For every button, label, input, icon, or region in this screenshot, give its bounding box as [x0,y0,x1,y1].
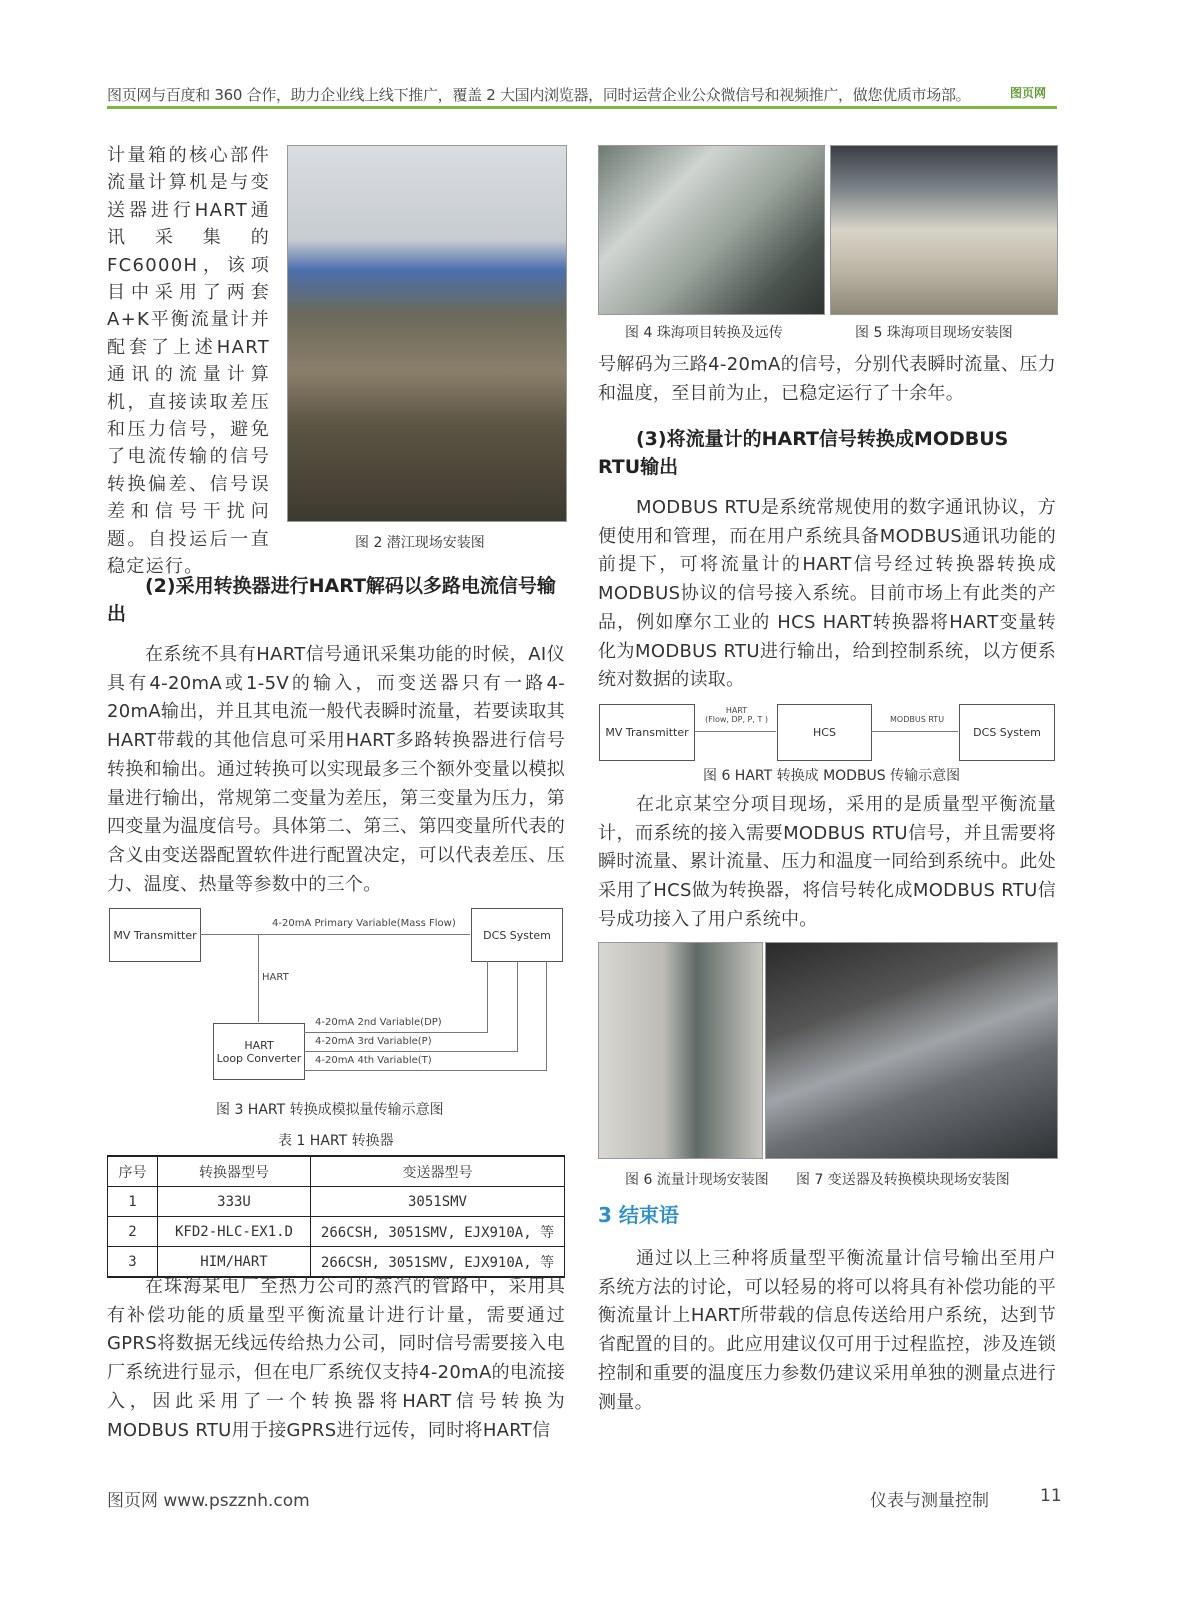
fig6-diagram [598,703,1058,763]
converter-label-2: Loop Converter [216,1051,302,1065]
page-number: 11 [1040,1486,1062,1506]
table-cell: 2 [108,1217,158,1247]
hart-loop-converter-box [213,1023,305,1080]
table-header: 变送器型号 [311,1156,565,1187]
hart-label-1: HART [725,706,748,715]
site-logo: 图页网 [1010,86,1047,100]
fig4-photo [598,145,825,315]
beijing-paragraph: 在北京某空分项目现场，采用的是质量型平衡流量计，而系统的接入需要MODBUS RTU信号，并且需要将瞬时流量、累计流量、压力和温度一同给到系统中。此处采用了HCS做为转换器，将信号转化成MODBUS RTU信号成功接入了用户系统中。 [598,794,1056,930]
intro-text: 计量箱的核心部件流量计算机是与变送器进行HART通讯采集的FC6000H，该项目中采用了两套A+K平衡流量计并配套了上述HART通讯的流量计算机，直接读取差压和压力信号，避免了电流传输的信号转换偏差、信号误差和信号干扰问题。自投运后一直稳定运行。 [107,145,270,578]
table-header: 转换器型号 [158,1156,311,1187]
conclusion-title: 3 结束语 [598,1203,679,1227]
header-divider [107,106,1057,109]
fig6-photo [598,942,763,1159]
fig2-photo [287,145,567,522]
header-banner: 图页网与百度和 360 合作，助力企业线上线下推广，覆盖 2 大国内浏览器，同时运营企业公众微信号和视频推广，做您优质市场部。 [107,86,971,104]
variable-3-label: 4-20mA 3rd Variable(P) [315,1036,432,1047]
table-cell: 1 [108,1187,158,1217]
fig5-caption: 图 5 珠海项目现场安装图 [855,325,1013,341]
variable-4-label: 4-20mA 4th Variable(T) [315,1055,432,1066]
section3-paragraph: MODBUS RTU是系统常规使用的数字通讯协议，方便使用和管理，而在用户系统具备MODBUS通讯功能的前提下，可将流量计的HART信号经过转换器转换成MODBUS协议的信号接入系统。目前市场上有此类的产品，例如摩尔工业的 HCS HART转换器将HART变量转化为MODBUS RTU进行输出，给到控制系统，以方便系统对数据的读取。 [598,497,1056,691]
table-cell: 333U [158,1187,311,1217]
section2-title: (2)采用转换器进行HART解码以多路电流信号输出 [107,575,556,625]
hart-label: HART [262,972,289,983]
variable-2-label: 4-20mA 2nd Variable(DP) [315,1017,442,1028]
section3-title: (3)将流量计的HART信号转换成MODBUS RTU输出 [598,428,1009,478]
dcs-system-box: DCS System [471,908,563,962]
table-cell: 3051SMV [311,1187,565,1217]
fig3-caption: 图 3 HART 转换成模拟量传输示意图 [216,1102,444,1118]
table-row [108,1217,565,1247]
primary-variable-label: 4-20mA Primary Variable(Mass Flow) [272,918,456,929]
fig5-photo [830,145,1058,315]
table-row [108,1187,565,1217]
fig3-diagram [107,905,567,1085]
table-cell: HIM/HART [158,1247,311,1278]
table-cell: 266CSH, 3051SMV, EJX910A, 等 [311,1247,565,1278]
fig6-diagram-caption: 图 6 HART 转换成 MODBUS 传输示意图 [703,768,961,784]
dcs-system-box: DCS System [959,704,1055,761]
fig6-photo-caption: 图 6 流量计现场安装图 [625,1172,769,1188]
table-cell: 3 [108,1247,158,1278]
fig2-caption: 图 2 潜江现场安装图 [355,535,485,551]
modbus-rtu-label: MODBUS RTU [890,715,945,724]
section2-paragraph: 在系统不具有HART信号通讯采集功能的时候，AI仪具有4-20mA或1-5V的输入，而变送器只有一路4-20mA输出，并且其电流一般代表瞬时流量，若要读取其HART带载的其他信息可采用HART多路转换器进行信号转换和输出。通过转换可以实现最多三个额外变量以模拟量进行输出，常规第二变量为差压，第三变量为压力，第四变量为温度信号。具体第二、第三、第四变量所代表的含义由变送器配置软件进行配置决定，可以代表差压、压力、温度、热量等参数中的三个。 [107,644,565,895]
table1-title: 表 1 HART 转换器 [278,1133,394,1149]
continued-paragraph: 号解码为三路4-20mA的信号，分别代表瞬时流量、压力和温度，至目前为止，已稳定运行了十余年。 [598,354,1056,404]
hart-label-2: (Flow, DP, P, T ) [705,715,768,724]
hcs-box: HCS [777,704,872,761]
zhuhai-paragraph: 在珠海某电厂至热力公司的蒸汽的管路中，采用具有补偿功能的质量型平衡流量计进行计量，需要通过GPRS将数据无线远传给热力公司，同时信号需要接入电厂系统进行显示，但在电厂系统仅支持4-20mA的电流接入，因此采用了一个转换器将HART信号转换为MODBUS RTU用于接GPRS进行远传，同时将HART信 [107,1276,565,1441]
footer-journal: 仪表与测量控制 [870,1491,989,1511]
mv-transmitter-box: MV Transmitter [599,704,695,761]
fig4-caption: 图 4 珠海项目转换及远传 [625,325,783,341]
hart-converter-table [107,1155,565,1278]
footer-site: 图页网 www.pszznh.com [107,1491,310,1511]
conclusion-paragraph: 通过以上三种将质量型平衡流量计信号输出至用户系统方法的讨论，可以轻易的将可以将具有补偿功能的平衡流量计上HART所带载的信息传送给用户系统，达到节省配置的目的。此应用建议仅可用于过程监控，涉及连锁控制和重要的温度压力参数仍建议采用单独的测量点进行测量。 [598,1248,1056,1413]
table-cell: 266CSH, 3051SMV, EJX910A, 等 [311,1217,565,1247]
hart-label [705,706,768,724]
table-cell: KFD2-HLC-EX1.D [158,1217,311,1247]
fig7-caption: 图 7 变送器及转换模块现场安装图 [796,1172,1010,1188]
converter-label-1: HART [244,1038,274,1052]
fig7-photo [765,942,1058,1159]
table-header: 序号 [108,1156,158,1187]
mv-transmitter-box: MV Transmitter [109,908,201,962]
